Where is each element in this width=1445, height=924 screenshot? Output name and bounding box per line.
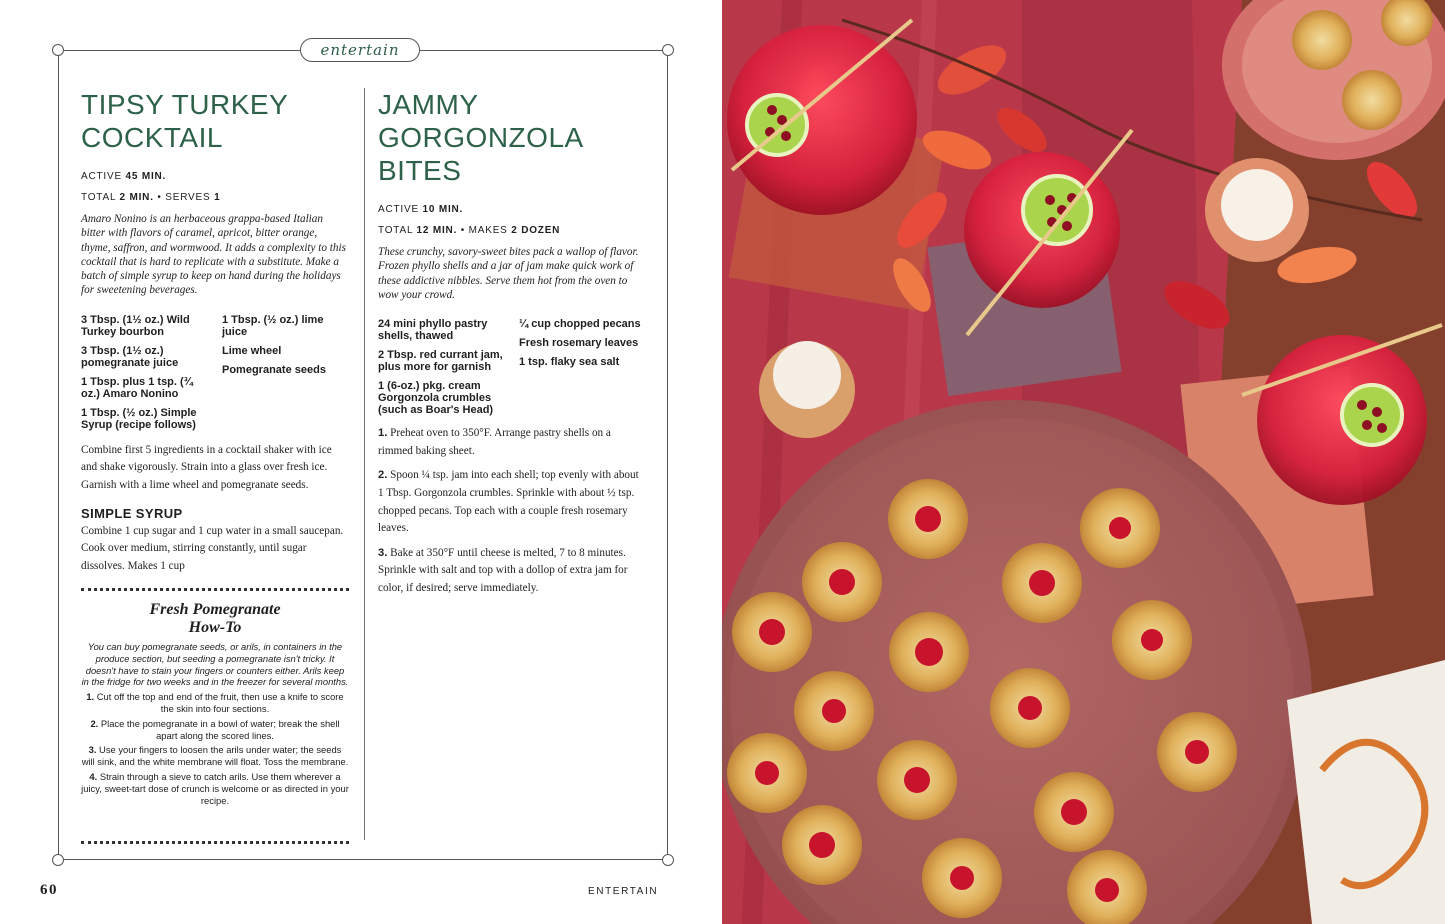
yield-value: 2 DOZEN (511, 225, 561, 236)
recipe-tipsy-turkey (81, 86, 349, 575)
step-number: 3. (378, 546, 388, 559)
step-text: Place the pomegranate in a bowl of water; break the shell apart along the scored lines. (100, 717, 340, 741)
howto-title (81, 601, 349, 637)
total-time (378, 222, 646, 239)
active-time (81, 168, 349, 185)
page-number: 60 (40, 882, 58, 898)
yield-value: 1 (214, 192, 221, 203)
ingredient-item: 1 Tbsp. plus 1 tsp. (¾ oz.) Amaro Nonino (81, 375, 193, 400)
recipe-title-line: JAMMY (378, 89, 479, 120)
recipe-meta (81, 168, 349, 206)
meta-separator: • (157, 192, 166, 203)
ingredient-item: 1 Tbsp. (½ oz.) Simple Syrup (recipe follows) (81, 406, 197, 431)
total-time (81, 189, 349, 206)
lime-wheel (1342, 385, 1402, 445)
ingredient-column (222, 314, 349, 438)
method-step (378, 425, 646, 460)
method-steps (378, 425, 646, 597)
ingredient-column (378, 318, 505, 423)
active-label: ACTIVE (81, 171, 122, 182)
meta-separator: • (460, 225, 469, 236)
frame-top-right-rule (418, 50, 668, 51)
step-number: 1. (378, 427, 388, 440)
yield-label: MAKES (468, 225, 508, 236)
frame-top-left-rule (58, 50, 308, 51)
total-value: 12 MIN. (416, 225, 458, 236)
lime-wheel (747, 95, 807, 155)
recipe-title-line: COCKTAIL (81, 122, 223, 153)
step-number: 4. (89, 770, 98, 782)
howto-intro: You can buy pomegranate seeds, or arils, in containers in the produce section, but seeding a pomegranate isn't tricky. It doesn't have to stain your fingers or counters either. Arils keep in the fridge for two weeks and in the freezer for several months. (81, 641, 349, 688)
howto-step (81, 718, 349, 742)
howto-step (81, 744, 349, 768)
ingredient-column (519, 318, 646, 423)
corner-ornament (52, 854, 64, 866)
candle (1221, 169, 1293, 241)
recipe-meta (378, 201, 646, 239)
ingredient-list (81, 314, 349, 438)
ingredient-list (378, 318, 646, 423)
ingredient-column (81, 314, 208, 438)
photo-illustration (722, 0, 1445, 924)
recipe-title (81, 88, 349, 154)
ingredient-item: Fresh rosemary leaves (519, 337, 639, 350)
recipe-jammy-gorgonzola (378, 86, 646, 605)
recipe-title (378, 88, 646, 187)
howto-title-line: Fresh Pomegranate (149, 601, 281, 618)
ingredient-item: 2 Tbsp. red currant jam, plus more for garnish (378, 349, 503, 374)
ingredient-item: 1 tsp. flaky sea salt (519, 356, 620, 369)
corner-ornament (662, 44, 674, 56)
step-number: 2. (90, 717, 99, 729)
column-divider (364, 88, 365, 840)
step-text: Use your fingers to loosen the arils under water; the seeds will sink, and the white membrane will float. Toss the membrane. (81, 744, 349, 768)
total-label: TOTAL (378, 225, 413, 236)
method-step (378, 467, 646, 537)
dotted-rule (81, 588, 349, 591)
corner-ornament (662, 854, 674, 866)
step-text: Strain through a sieve to catch arils. Use them wherever a juicy, sweet-tart dose of crunch is welcome or as directed in your recipe. (81, 770, 349, 806)
phyllo-bite (1342, 70, 1402, 130)
candle (773, 341, 841, 409)
step-number: 1. (86, 691, 95, 703)
active-time (378, 201, 646, 218)
recipe-title-line: GORGONZOLA BITES (378, 122, 583, 186)
step-text: Cut off the top and end of the fruit, then use a knife to score the skin into four sections. (96, 691, 344, 714)
dotted-rule (81, 841, 349, 844)
total-label: TOTAL (81, 192, 116, 203)
ingredient-item: ¼ cup chopped pecans (519, 318, 641, 331)
corner-ornament (52, 44, 64, 56)
subrecipe-method: Combine 1 cup sugar and 1 cup water in a small saucepan. Cook over medium, stirring constantly, until sugar dissolves. Makes 1 cup (81, 524, 344, 572)
ingredient-item: Lime wheel (222, 344, 282, 357)
food-photo (722, 0, 1445, 924)
recipe-intro: Amaro Nonino is an herbaceous grappa-based Italian bitter with flavors of caramel, apricot, bitter orange, thyme, saffron, and wormwood. It adds a complexity to this cocktail that is hard to replicate with a substitute. Make a batch of simple syrup to keep on hand during the holidays for sweetening beverages. (81, 213, 346, 297)
recipe-intro: These crunchy, savory-sweet bites pack a wallop of flavor. Frozen phyllo shells and a jar of jam make quick work of these addictive nibbles. Serve them hot from the oven to wow your crowd. (378, 246, 639, 301)
total-value: 2 MIN. (119, 192, 154, 203)
howto-title-line: How-To (188, 619, 242, 636)
recipe-method: Combine first 5 ingredients in a cocktail shaker with ice and shake vigorously. Strain into a glass over fresh ice. Garnish with a lime wheel and pomegranate seeds. (81, 443, 332, 491)
ingredient-item: 3 Tbsp. (1½ oz.) pomegranate juice (81, 344, 179, 369)
ingredient-item: 24 mini phyllo pastry shells, thawed (378, 318, 488, 343)
subrecipe-title: SIMPLE SYRUP (81, 505, 183, 521)
step-text: Spoon ¼ tsp. jam into each shell; top evenly with about 1 Tbsp. Gorgonzola crumbles. Sprinkle with about ½ tsp. chopped pecans. Top each with a couple fresh rosemary leaves. (378, 469, 639, 535)
step-text: Preheat oven to 350°F. Arrange pastry shells on a rimmed baking sheet. (378, 427, 611, 457)
frame-right-rule (667, 50, 668, 860)
method-step (378, 545, 646, 598)
step-number: 3. (88, 744, 97, 756)
section-tag: entertain (300, 38, 420, 62)
frame-bottom-rule (58, 859, 668, 860)
step-number: 2. (378, 469, 388, 482)
yield-label: SERVES (165, 192, 211, 203)
ingredient-item: 1 (6-oz.) pkg. cream Gorgonzola crumbles (such as Boar's Head) (378, 380, 494, 417)
active-label: ACTIVE (378, 204, 419, 215)
howto-step (81, 771, 349, 806)
active-value: 10 MIN. (422, 204, 464, 215)
step-text: Bake at 350°F until cheese is melted, 7 to 8 minutes. Sprinkle with salt and top with a dollop of extra jam for color, if desired; serve immediately. (378, 546, 628, 594)
frame-left-rule (58, 50, 59, 860)
ingredient-item: 3 Tbsp. (1½ oz.) Wild Turkey bourbon (81, 313, 190, 338)
pomegranate-howto-box (81, 588, 349, 844)
phyllo-bite (1292, 10, 1352, 70)
running-footer: ENTERTAIN (588, 886, 659, 897)
recipe-title-line: TIPSY TURKEY (81, 89, 289, 120)
cocktail-glass (727, 25, 917, 215)
ingredient-item: Pomegranate seeds (222, 363, 326, 376)
howto-step (81, 691, 349, 715)
active-value: 45 MIN. (125, 171, 167, 182)
ingredient-item: 1 Tbsp. (½ oz.) lime juice (222, 313, 324, 338)
